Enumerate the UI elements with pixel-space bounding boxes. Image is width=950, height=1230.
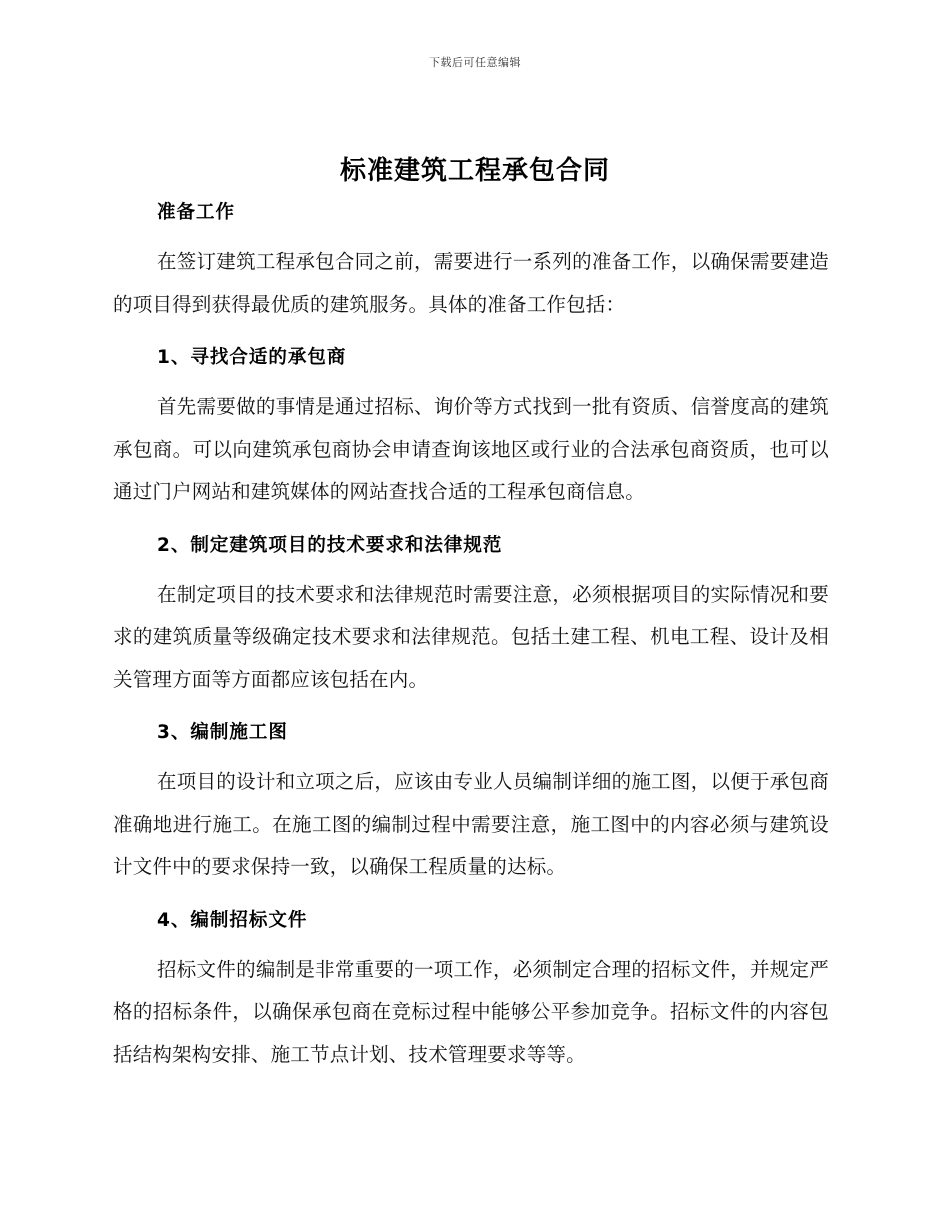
section-heading-preparation: 准备工作 xyxy=(157,202,236,223)
section-heading-find-contractor: 1、寻找合适的承包商 xyxy=(157,347,347,368)
section-paragraph-find-contractor: 首先需要做的事情是通过招标、询价等方式找到一批有资质、信誉度高的建筑承包商。可以向建筑承包商协会申请查询该地区或行业的合法承包商资质，也可以通过门户网站和建筑媒体的网站查找合适的工程承包商信息。 xyxy=(113,395,829,503)
section-heading-construction-drawings: 3、编制施工图 xyxy=(157,722,288,743)
section-paragraph-preparation: 在签订建筑工程承包合同之前，需要进行一系列的准备工作，以确保需要建造的项目得到获得最优质的建筑服务。具体的准备工作包括： xyxy=(113,250,829,316)
section-heading-technical-requirements: 2、制定建筑项目的技术要求和法律规范 xyxy=(157,534,503,556)
section-paragraph-construction-drawings: 在项目的设计和立项之后，应该由专业人员编制详细的施工图，以便于承包商准确地进行施工。在施工图的编制过程中需要注意，施工图中的内容必须与建筑设计文件中的要求保持一致，以确保工程质量的达标。 xyxy=(113,770,829,878)
section-heading-bidding-documents: 4、编制招标文件 xyxy=(157,909,308,931)
section-paragraph-bidding-documents: 招标文件的编制是非常重要的一项工作，必须制定合理的招标文件，并规定严格的招标条件，以确保承包商在竞标过程中能够公平参加竞争。招标文件的内容包括结构架构安排、施工节点计划、技术管理要求等等。 xyxy=(113,957,829,1066)
document-body xyxy=(113,195,829,1076)
section-paragraph-technical-requirements: 在制定项目的技术要求和法律规范时需要注意，必须根据项目的实际情况和要求的建筑质量等级确定技术要求和法律规范。包括土建工程、机电工程、设计及相关管理方面等方面都应该包括在内。 xyxy=(113,582,829,691)
document-title: 标准建筑工程承包合同 xyxy=(339,156,610,186)
page-header: 下载后可任意编辑 xyxy=(429,56,521,69)
